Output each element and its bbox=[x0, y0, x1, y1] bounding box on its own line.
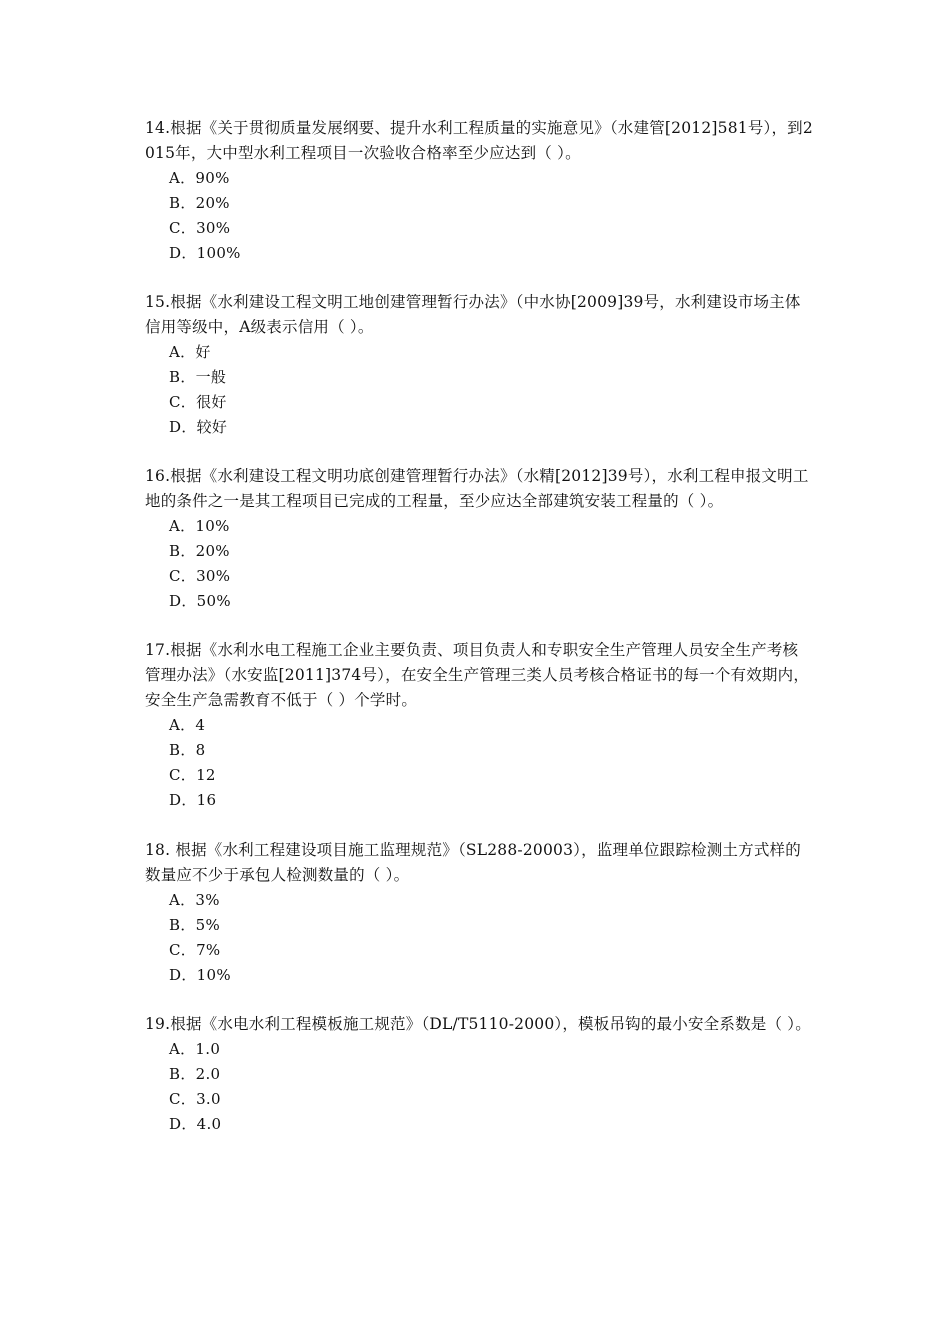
question-text: 17.根据《水利水电工程施工企业主要负责、项目负责人和专职安全生产管理人员安全生产考核管理办法》（水安监[2011]374号），在安全生产管理三类人员考核合格证书的每一个有效期内，安全生产急需教育不低于（ ）个学时。 bbox=[145, 641, 810, 709]
question-text: 18. 根据《水利工程建设项目施工监理规范》（SL288-20003），监理单位跟踪检测土方式样的数量应不少于承包人检测数量的（ ）。 bbox=[145, 841, 801, 884]
option-a: A．好 bbox=[169, 343, 211, 361]
option-b: B．20% bbox=[169, 542, 230, 560]
option-list bbox=[145, 340, 813, 440]
option-a: A．10% bbox=[169, 517, 230, 535]
option-c: C．7% bbox=[169, 941, 221, 959]
question-17 bbox=[145, 638, 813, 813]
option-b: B．2.0 bbox=[169, 1065, 221, 1083]
option-b: B．5% bbox=[169, 916, 221, 934]
question-text: 16.根据《水利建设工程文明功底创建管理暂行办法》（水精[2012]39号），水利工程申报文明工地的条件之一是其工程项目已完成的工程量，至少应达全部建筑安装工程量的（ ）。 bbox=[145, 467, 809, 510]
option-a: A．3% bbox=[169, 891, 220, 909]
option-c: C．很好 bbox=[169, 393, 227, 411]
option-d: D．10% bbox=[169, 966, 231, 984]
option-d: D．16 bbox=[169, 791, 217, 809]
question-18 bbox=[145, 838, 813, 988]
question-text: 14.根据《关于贯彻质量发展纲要、提升水利工程质量的实施意见》（水建管[2012]581号），到2015年，大中型水利工程项目一次验收合格率至少应达到（ ）。 bbox=[145, 119, 813, 162]
option-list bbox=[145, 1037, 813, 1137]
option-list bbox=[145, 166, 813, 266]
option-a: A．4 bbox=[169, 716, 206, 734]
question-19 bbox=[145, 1012, 813, 1137]
option-d: D．50% bbox=[169, 592, 231, 610]
question-text: 19.根据《水电水利工程模板施工规范》（DL/T5110-2000），模板吊钩的最小安全系数是（ ）。 bbox=[145, 1015, 811, 1033]
option-b: B．一般 bbox=[169, 368, 227, 386]
question-text: 15.根据《水利建设工程文明工地创建管理暂行办法》（中水协[2009]39号，水利建设市场主体信用等级中，A级表示信用（ ）。 bbox=[145, 293, 801, 336]
option-d: D．4.0 bbox=[169, 1115, 222, 1133]
option-list bbox=[145, 888, 813, 988]
option-b: B．20% bbox=[169, 194, 230, 212]
option-list bbox=[145, 514, 813, 614]
option-list bbox=[145, 713, 813, 813]
option-c: C．3.0 bbox=[169, 1090, 221, 1108]
option-c: C．30% bbox=[169, 219, 231, 237]
option-d: D．较好 bbox=[169, 418, 228, 436]
option-c: C．30% bbox=[169, 567, 231, 585]
question-16 bbox=[145, 464, 813, 614]
option-a: A．90% bbox=[169, 169, 230, 187]
question-15 bbox=[145, 290, 813, 440]
option-d: D．100% bbox=[169, 244, 241, 262]
option-b: B．8 bbox=[169, 741, 206, 759]
question-14 bbox=[145, 116, 813, 266]
option-a: A．1.0 bbox=[169, 1040, 221, 1058]
option-c: C．12 bbox=[169, 766, 216, 784]
